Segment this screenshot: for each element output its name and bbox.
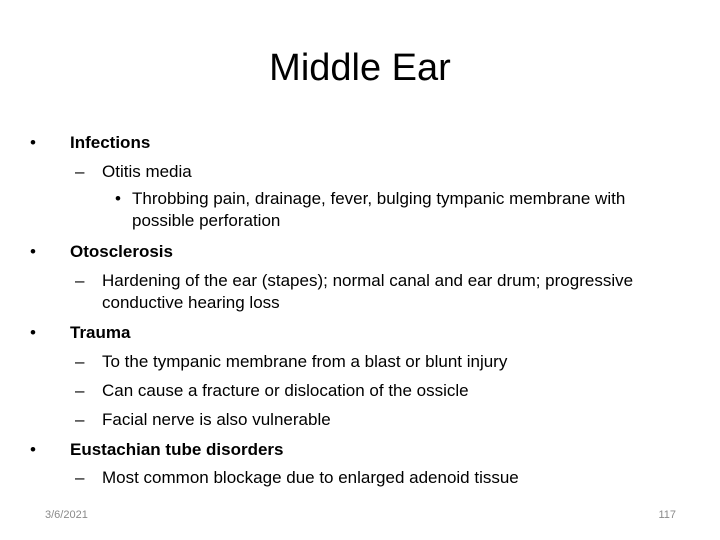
subitem-text: Most common blockage due to enlarged adenoid tissue	[102, 468, 519, 487]
detail-otitis-media	[0, 188, 690, 232]
subitem-text: Can cause a fracture or dislocation of the ossicle	[102, 381, 469, 400]
bullet-heading: Eustachian tube disorders	[70, 440, 284, 459]
subitem-text: Otitis media	[102, 162, 192, 181]
subitem-fracture	[0, 378, 690, 403]
subitem-text: Facial nerve is also vulnerable	[102, 410, 331, 429]
bullet-marker: •	[30, 133, 36, 152]
bullet-heading: Trauma	[70, 323, 131, 342]
bullet-marker: •	[30, 440, 36, 459]
dash-marker: –	[75, 352, 85, 371]
bullet-heading: Otosclerosis	[70, 242, 173, 261]
bullet-trauma	[0, 320, 690, 345]
bullet-infections	[0, 130, 690, 155]
bullet-eustachian-tube	[0, 437, 690, 462]
slide-title: Middle Ear	[269, 47, 451, 89]
subitem-hardening	[0, 270, 690, 314]
bullet-marker: •	[30, 242, 36, 261]
dash-marker: –	[75, 162, 85, 181]
bullet-heading: Infections	[70, 133, 151, 152]
subitem-tympanic-membrane	[0, 349, 690, 374]
footer-date: 3/6/2021	[45, 509, 88, 521]
bullet-marker: •	[115, 189, 121, 208]
subitem-text: Hardening of the ear (stapes); normal canal and ear drum; progressive conductive hearing loss	[102, 271, 634, 312]
dash-marker: –	[75, 271, 85, 290]
dash-marker: –	[75, 381, 85, 400]
subitem-blockage	[0, 465, 690, 490]
subitem-text: To the tympanic membrane from a blast or blunt injury	[102, 352, 508, 371]
dash-marker: –	[75, 410, 85, 429]
bullet-otosclerosis	[0, 239, 690, 264]
subitem-facial-nerve	[0, 407, 690, 432]
bullet-marker: •	[30, 323, 36, 342]
dash-marker: –	[75, 468, 85, 487]
detail-text: Throbbing pain, drainage, fever, bulging tympanic membrane with possible perforation	[132, 189, 626, 230]
subitem-otitis-media	[0, 159, 690, 184]
slide-number: 117	[658, 509, 676, 521]
